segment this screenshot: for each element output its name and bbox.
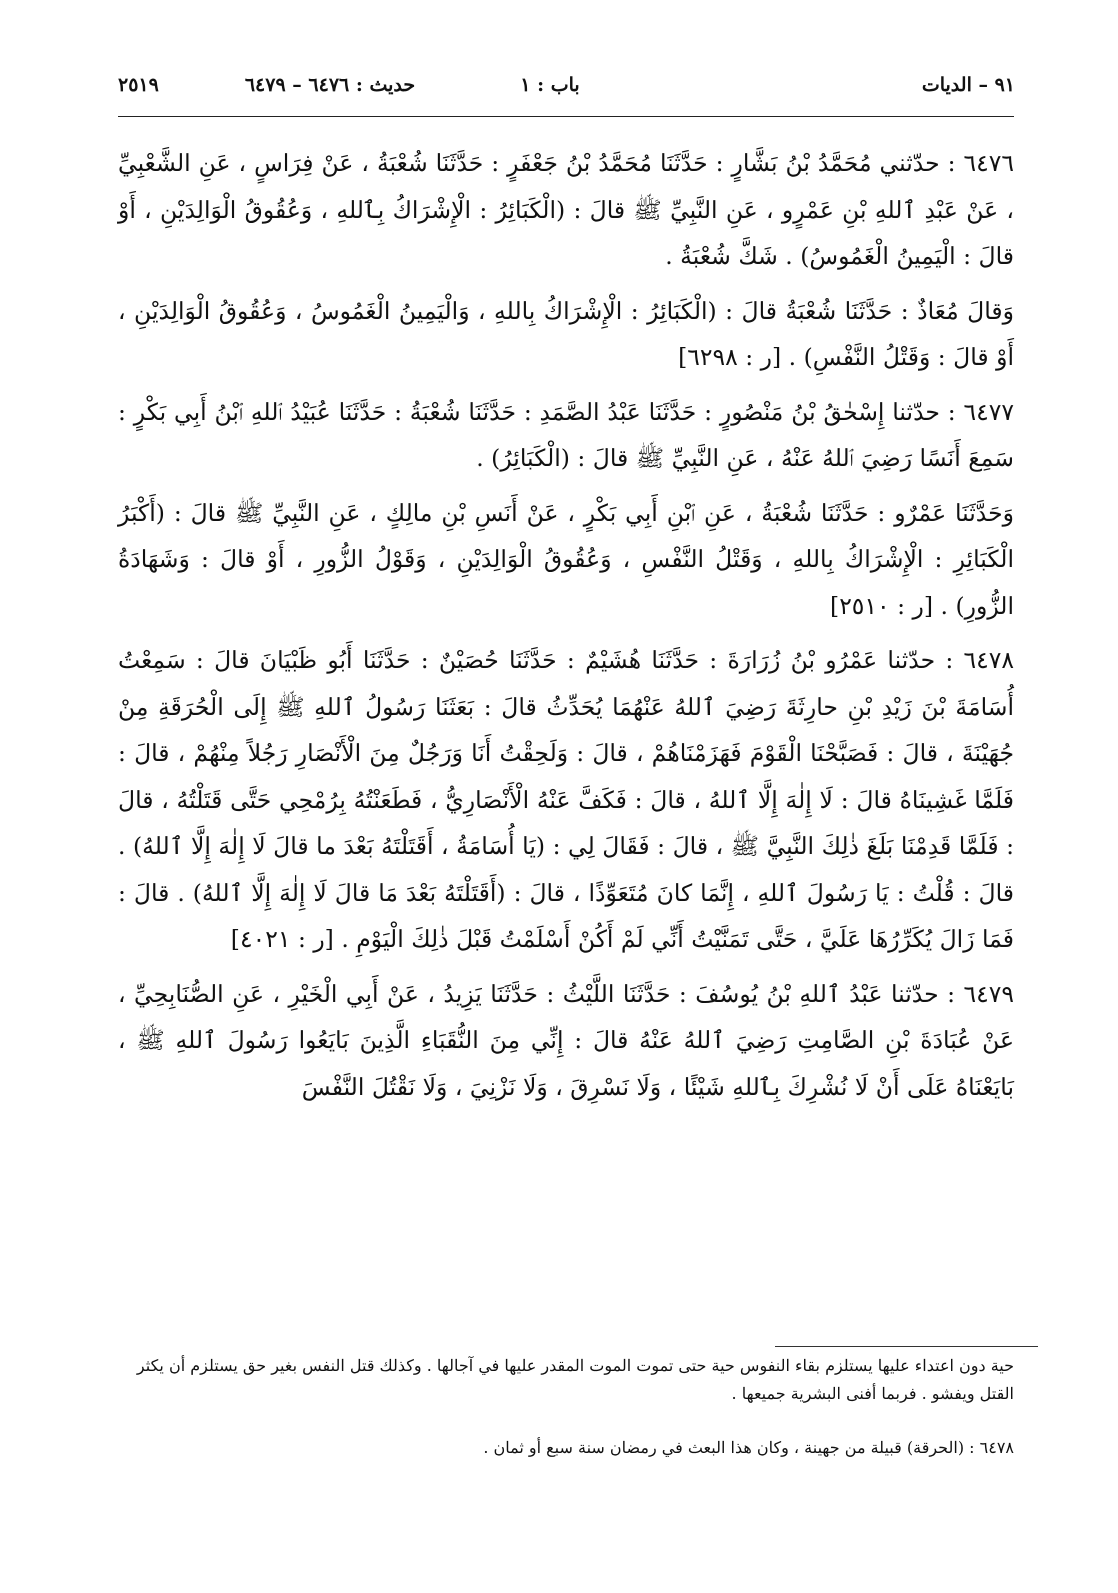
footnote-rule: [775, 1346, 1038, 1347]
hadith-6476: ٦٤٧٦ : حدّثني مُحَمَّدُ بْنُ بَشَّارٍ : حَدَّثَنَا مُحَمَّدُ بْنُ جَعْفَرٍ : حَدَّثَنَا شُعْبَةُ ، عَنْ فِرَاسٍ ، عَنِ الشَّعْبِيِّ ، عَنْ عَبْدِ ٱللهِ بْنِ عَمْرٍو ، عَنِ النَّبِيِّ ﷺ قالَ : (الْكَبَائِرُ : الْإِشْرَاكُ بِٱللهِ ، وَعُقُوقُ الْوَالِدَيْنِ ، أَوْ قالَ : الْيَمِينُ الْغَمُوسُ) . شَكَّ شُعْبَةُ .: [118, 149, 1014, 270]
hadith-6477: ٦٤٧٧ : حدّثنا إِسْحٰقُ بْنُ مَنْصُورٍ : حَدَّثَنَا عَبْدُ الصَّمَدِ : حَدَّثَنَا شُعْبَةُ : حَدَّثَنَا عُبَيْدُ ٱللهِ ٱبْنُ أَبِي بَكْرٍ : سَمِعَ أَنَسًا رَضِيَ ٱللهُ عَنْهُ ، عَنِ النَّبِيِّ ﷺ قالَ : (الْكَبَائِرُ) .: [118, 397, 1014, 472]
main-text: [118, 140, 1014, 1118]
hadith-range: حديث : ٦٤٧٦ – ٦٤٧٩: [244, 74, 416, 96]
hadith-6476-muallaq: وَقالَ مُعَاذٌ : حَدَّثَنَا شُعْبَةُ قالَ : (الْكَبَائِرُ : الْإِشْرَاكُ بِاللهِ ، وَالْيَمِينُ الْغَمُوسُ ، وَعُقُوقُ الْوَالِدَيْنِ ، أَوْ قالَ : وَقَتْلُ النَّفْسِ) . [ر : ٦٢٩٨]: [118, 296, 1014, 371]
page-number: ٢٥١٩: [118, 74, 159, 96]
hadith-6478: ٦٤٧٨ : حدّثنا عَمْرُو بْنُ زُرَارَةَ : حَدَّثَنَا هُشَيْمٌ : حَدَّثَنَا حُصَيْنٌ : حَدَّثَنَا أَبُو ظَبْيَانَ قالَ : سَمِعْتُ أُسَامَةَ بْنَ زَيْدِ بْنِ حارِثَةَ رَضِيَ ٱللهُ عَنْهُمَا يُحَدِّثُ قالَ : بَعَثَنَا رَسُولُ ٱللهِ ﷺ إِلَى الْحُرَقَةِ مِنْ جُهَيْنَةَ ، قالَ : فَصَبَّحْنَا الْقَوْمَ فَهَزَمْنَاهُمْ ، قالَ : وَلَحِقْتُ أَنَا وَرَجُلٌ مِنَ الْأَنْصَارِ رَجُلاً مِنْهُمْ ، قالَ : فَلَمَّا غَشِينَاهُ قالَ : لَا إِلٰهَ إِلَّا ٱللهُ ، قالَ : فَكَفَّ عَنْهُ الْأَنْصَارِيُّ ، فَطَعَنْتُهُ بِرُمْحِي حَتَّى قَتَلْتُهُ ، قالَ : فَلَمَّا قَدِمْنَا بَلَغَ ذٰلِكَ النَّبِيَّ ﷺ ، قالَ : فَقَالَ لِي : (يَا أُسَامَةُ ، أَقَتَلْتَهُ بَعْدَ ما قالَ لَا إِلٰهَ إِلَّا ٱللهُ) . قالَ : قُلْتُ : يَا رَسُولَ ٱللهِ ، إِنَّمَا كانَ مُتَعَوِّذًا ، قالَ : (أَقَتَلْتَهُ بَعْدَ مَا قالَ لَا إِلٰهَ إِلَّا ٱللهُ) . قالَ : فَمَا زَالَ يُكَرِّرُهَا عَلَيَّ ، حَتَّى تَمَنَّيْتُ أَنِّي لَمْ أَكُنْ أَسْلَمْتُ قَبْلَ ذٰلِكَ الْيَوْمِ . [ر : ٤٠٢١]: [118, 646, 1014, 953]
hadith-6479: ٦٤٧٩ : حدّثنا عَبْدُ ٱللهِ بْنُ يُوسُفَ : حَدَّثَنَا اللَّيْثُ : حَدَّثَنَا يَزِيدُ ، عَنْ أَبِي الْخَيْرِ ، عَنِ الصُّنَابِحِيِّ ، عَنْ عُبَادَةَ بْنِ الصَّامِتِ رَضِيَ ٱللهُ عَنْهُ قالَ : إِنِّي مِنَ النُّقَبَاءِ الَّذِينَ بَايَعُوا رَسُولَ ٱللهِ ﷺ ، بَايَعْنَاهُ عَلَى أَنْ لَا نُشْرِكَ بِٱللهِ شَيْئًا ، وَلَا نَسْرِقَ ، وَلَا نَزْنِيَ ، وَلَا نَقْتُلَ النَّفْسَ: [118, 979, 1014, 1101]
hadith-6477-second-chain: وَحَدَّثَنَا عَمْرٌو : حَدَّثَنَا شُعْبَةُ ، عَنِ ٱبْنِ أَبِي بَكْرٍ ، عَنْ أَنَسِ بْنِ مالِكٍ ، عَنِ النَّبِيِّ ﷺ قالَ : (أَكْبَرُ الْكَبَائِرِ : الْإِشْرَاكُ بِاللهِ ، وَقَتْلُ النَّفْسِ ، وَعُقُوقُ الْوَالِدَيْنِ ، وَقَوْلُ الزُّورِ ، أَوْ قالَ : وَشَهَادَةُ الزُّورِ) . [ر : ٢٥١٠]: [118, 498, 1014, 620]
bab-label: باب : ١: [520, 74, 580, 96]
footnote-6478: ٦٤٧٨ : (الحرقة) قبيلة من جهينة ، وكان هذا البعث في رمضان سنة سبع أو ثمان .: [483, 1438, 1014, 1457]
book-chapter-title: ٩١ – الديات: [921, 74, 1015, 96]
header-rule: [118, 116, 1014, 117]
footnote-continued: حية دون اعتداء عليها يستلزم بقاء النفوس حية حتى تموت الموت المقدر عليها في آجالها . وكذلك قتل النفس بغير حق يستلزم أن يكثر القتل ويفشو . فربما أفنى البشرية جميعها .: [136, 1356, 1014, 1403]
